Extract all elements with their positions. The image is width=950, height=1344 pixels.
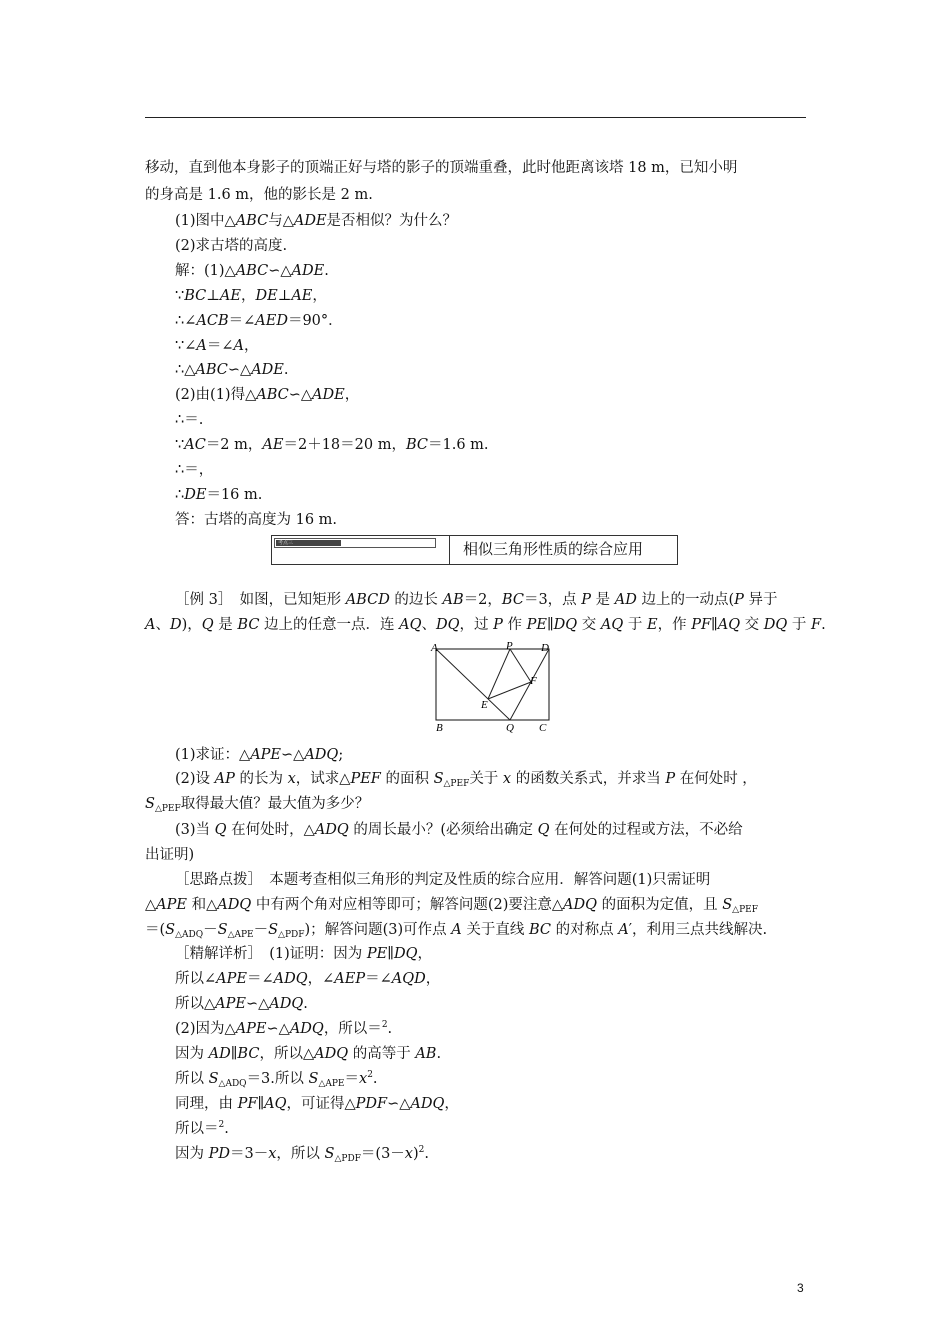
text-line: 出证明) — [145, 847, 195, 863]
section-divider — [449, 535, 450, 565]
text-line: (2)因为△APE∽△ADQ，所以＝$^2$. — [175, 1020, 393, 1037]
text-line: 的身高是 1.6 m，他的影长是 2 m. — [145, 187, 373, 203]
page-number: 3 — [797, 1281, 804, 1295]
header-rule — [145, 117, 806, 118]
section-title: 相似三角形性质的综合应用 — [463, 540, 644, 558]
text-line: 同理，由 PF∥AQ，可证得△PDF∽△ADQ， — [175, 1096, 459, 1112]
text-line: 因为 PD＝3－x，所以 $S_{\triangle PDF}=(3-x)^2$. — [175, 1145, 429, 1164]
text-line: 答：古塔的高度为 16 m. — [175, 512, 338, 528]
text-line: (2)由(1)得△ABC∽△ADE， — [175, 387, 360, 403]
text-line: (2)求古塔的高度. — [175, 238, 288, 254]
text-line: ∴△ABC∽△ADE. — [175, 362, 289, 378]
label-a: A — [431, 642, 438, 654]
segment-pf — [510, 649, 531, 682]
label-f: F — [530, 675, 537, 687]
text-line: ∵AC＝2 m，AE＝2＋18＝20 m，BC＝1.6 m. — [175, 437, 489, 453]
text-line: $S_{\triangle PEF}$取得最大值？最大值为多少？ — [145, 796, 370, 814]
label-p: P — [506, 640, 513, 652]
text-line: 所以△APE∽△ADQ. — [175, 996, 308, 1012]
text-line: ［精解详析］ (1)证明：因为 PE∥DQ， — [175, 946, 432, 962]
text-line: 所以∠APE＝∠ADQ，∠AEP＝∠AQD， — [175, 971, 441, 987]
label-e: E — [481, 699, 488, 711]
text-line: ∴＝， — [175, 462, 214, 478]
text-line: 因为 AD∥BC，所以△ADQ 的高等于 AB. — [175, 1046, 442, 1062]
geometry-figure — [430, 640, 555, 738]
label-b: B — [436, 722, 443, 734]
segment-aq — [436, 649, 510, 720]
text-line: ∴∠ACB＝∠AED＝90°． — [175, 313, 343, 329]
label-d: D — [541, 642, 549, 654]
text-line: ∵BC⊥AE，DE⊥AE， — [175, 288, 327, 304]
text-line: (2)设 AP 的长为 x，试求△PEF 的面积 $S_{\triangle PEF}$关于 x 的函数关系式，并求当 P 在何处时 ， — [175, 771, 757, 789]
label-q: Q — [506, 722, 514, 734]
text-line: 所以＝$^2$. — [175, 1120, 229, 1137]
text-line: 移动，直到他本身影子的顶端正好与塔的影子的顶端重叠，此时他距离该塔 18 m，已知小明 — [145, 160, 738, 176]
text-line: ［思路点拨］ 本题考查相似三角形的判定及性质的综合应用．解答问题(1)只需证明 — [175, 872, 711, 888]
section-label: 考点三 — [276, 540, 341, 546]
text-line: ∴DE＝16 m. — [175, 487, 263, 503]
text-line: ［例 3］ 如图，已知矩形 ABCD 的边长 AB＝2，BC＝3，点 P 是 AD 边上的一动点(P 异于 — [175, 592, 778, 608]
text-line: (3)当 Q 在何处时，△ADQ 的周长最小？(必须给出确定 Q 在何处的过程或方法，不必给 — [175, 822, 743, 838]
text-line: 解：(1)△ABC∽△ADE. — [175, 263, 329, 279]
text-line: 所以 $S_{\triangle ADQ}=3$.所以 $S_{\triangle APE}=x^2$. — [175, 1070, 378, 1089]
label-c: C — [539, 722, 547, 734]
text-line: (1)图中△ABC与△ADE是否相似？为什么？ — [175, 213, 458, 229]
text-line: ∵∠A＝∠A， — [175, 338, 259, 354]
text-line: A、D)，Q 是 BC 边上的任意一点．连 AQ、DQ，过 P 作 PE∥DQ 交 AQ 于 E，作 PF∥AQ 交 DQ 于 F. — [145, 617, 826, 633]
text-line: ∴＝. — [175, 412, 204, 428]
text-line: △APE 和△ADQ 中有两个角对应相等即可；解答问题(2)要注意△ADQ 的面积为定值，且 $S_{\triangle PEF}$ — [145, 897, 758, 915]
text-line: $=(S_{\triangle ADQ}-S_{\triangle APE}-S_{\triangle PDF})$；解答问题(3)可作点 A 关于直线 BC 的对称点 A′，利用三点共线解决. — [145, 922, 768, 940]
text-line: (1)求证：△APE∽△ADQ; — [175, 747, 344, 763]
